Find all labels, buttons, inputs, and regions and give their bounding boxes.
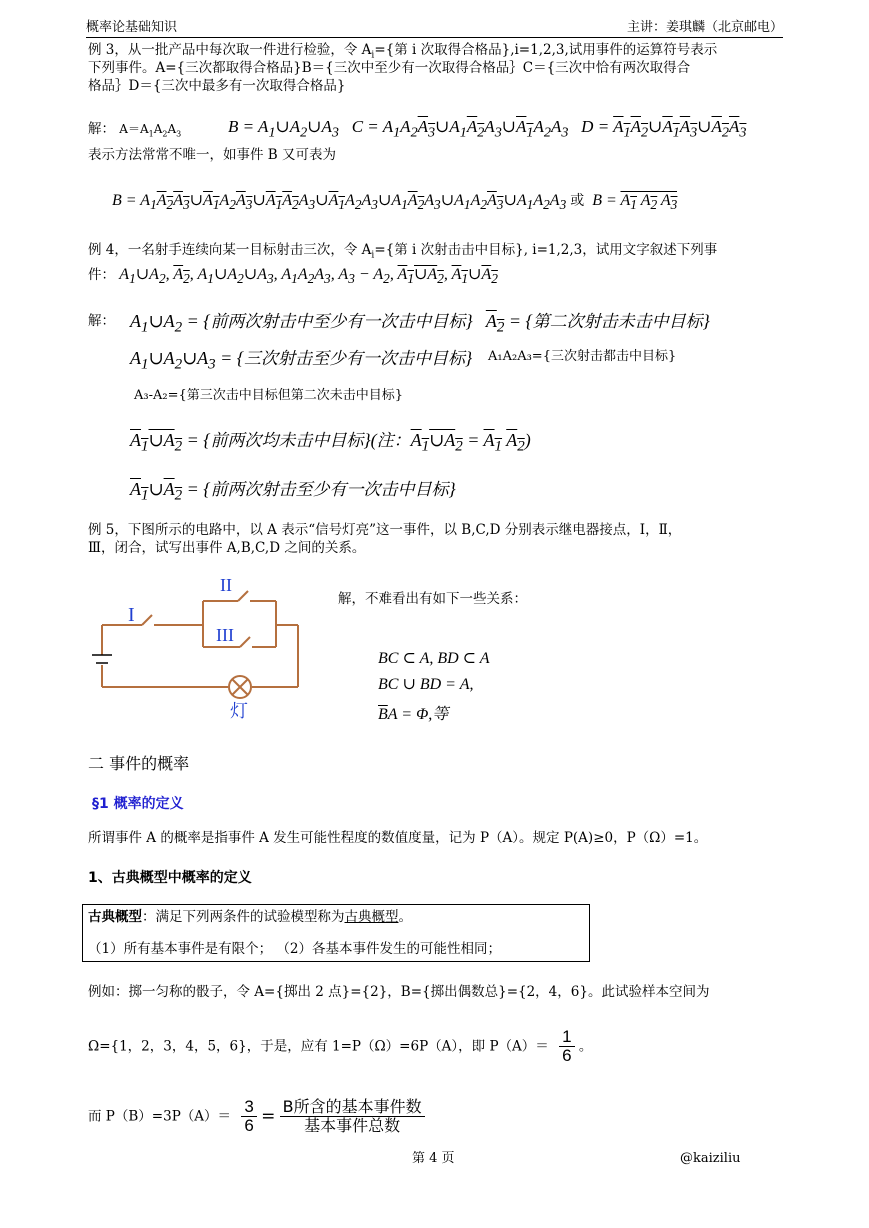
page-header — [86, 19, 783, 38]
ex4-result-3: $A_1\cup A_2\cup A_3$ = {三次射击至少有一次击中目标} — [130, 348, 473, 373]
ex3-line1: 例 3，从一批产品中每次取一件进行检验，令 $A_i=${第 i 次取得合格品},i=1,2,3,试用事件的运算符号表示 — [88, 42, 718, 61]
frac-3-6-den: 6 — [244, 1116, 254, 1135]
ex4-line2: 件： $A_1\cup A_2$, $A_2$, $A_1\cup A_2\cup A_3$, $A_1A_2A_3$, $A_3 - A_2$, $A_1\cup A_2$, $A_1\cup A_2$ — [88, 266, 498, 287]
subsection-title-1: §1 概率的定义 — [92, 796, 184, 812]
switch-III-label: III — [216, 625, 234, 645]
box-line-1: 古典概型：满足下列两条件的试验模型称为古典概型。 — [88, 909, 412, 925]
omega-line: Ω={1，2，3，4，5，6}，于是，应有 1=P（Ω）=6P（A），即 P（A）＝ $\frac{1}{6}$ 。 — [88, 1027, 593, 1065]
ex3-line2: 下列事件。A={三次都取得合格品}B＝{三次中至少有一次取得合格品｝C＝{三次中恰有两次取得合 — [88, 60, 691, 76]
ex5-solution: 解，不难看出有如下一些关系： — [338, 591, 527, 607]
ex4-sol-label: 解： — [88, 313, 115, 329]
ex4-result-5: A₃-A₂={第三次击中目标但第二次未击中目标} — [134, 388, 404, 403]
ex4-result-1: $A_1\cup A_2$ = {前两次射击中至少有一次击中目标} $A_2$ = {第二次射击未击中目标} — [130, 311, 710, 336]
ex5-relation-1: BC ⊂ A, BD ⊂ A — [378, 650, 490, 667]
ex3-note: 表示方法常常不唯一，如事件 B 又可表为 — [88, 147, 337, 163]
switch-I-label: I — [128, 604, 135, 626]
ex3-formula-B-alt: $B = A_1A_2A_3\cup A_1A_2A_3\cup A_1A_2A_3\cup A_1A_2A_3\cup A_1A_2A_3\cup A_1A_2A_3\cup A_1A_2A_3$ 或 $B = A_1$ $A_2$ $A_3$ — [112, 192, 678, 213]
subsection-title-2: 1、古典概型中概率的定义 — [88, 870, 252, 886]
dice-example: 例如：掷一匀称的骰子，令 A={掷出 2 点}={2}，B={掷出偶数总}={2，4，6}。此试验样本空间为 — [88, 984, 710, 1000]
ex5-line2: Ⅲ，闭合，试写出事件 A,B,C,D 之间的关系。 — [88, 540, 366, 556]
lamp-label: 灯 — [230, 701, 248, 720]
ex5-line1: 例 5，下图所示的电路中，以 A 表示“信号灯亮”这一事件，以 B,C,D 分别表示继电器接点，Ⅰ，Ⅱ， — [88, 522, 682, 538]
ex3-formula-B-C-D: $B = A_1\cup A_2\cup A_3$ $C = A_1A_2A_3\cup A_1A_2A_3\cup A_1A_2A_3$ $D = A_1A_2\cup A_1A_3\cup A_2A_3$ — [228, 117, 747, 141]
ex3-solution: 解： $A=A_1A_2A_3$ — [88, 121, 182, 139]
classical-definition-box — [82, 904, 590, 962]
frac-1-6-num: 1 — [559, 1028, 574, 1047]
circuit-diagram — [88, 575, 313, 720]
ex5-relation-3: $\overline{B}A = \Phi$,等 — [378, 706, 449, 723]
switch-II-label: II — [220, 575, 232, 595]
ex4-result-6: $A_1\cup A_2$ = {前两次均未击中目标}(注：$A_1\cup A_2 = A_1$ $A_2$) — [130, 430, 531, 455]
ex4-line1: 例 4，一名射手连续向某一目标射击三次，令 $A_i=${第 i 次射击击中目标}, i=1,2,3，试用文字叙述下列事 — [88, 242, 718, 261]
frac-1-6-den: 6 — [562, 1046, 572, 1065]
box-line-2: （1）所有基本事件是有限个； （2）各基本事件发生的可能性相同； — [88, 941, 501, 957]
header-left: 概率论基础知识 — [86, 20, 178, 35]
footer-author: @kaiziliu — [680, 1151, 741, 1166]
pb-numerator: B所含的基本事件数 — [280, 1098, 425, 1117]
ex4-result-7: $A_1\cup A_2$ = {前两次射击至少有一次击中目标} — [130, 479, 456, 504]
ex3-line3: 格品｝D＝{三次中最多有一次取得合格品} — [88, 78, 346, 94]
header-right: 主讲：姜琪麟（北京邮电） — [626, 20, 783, 35]
pb-line: 而 P（B）=3P（A）＝ $\frac{3}{6}$ = $\frac{\text{B所含的基本事件数}}{\text{基本事件总数}}$ — [88, 1098, 425, 1135]
pb-denominator: 基本事件总数 — [304, 1116, 401, 1135]
probability-definition: 所谓事件 A 的概率是指事件 A 发生可能性程度的数值度量，记为 P（A）。规定 P(A)≥0，P（Ω）=1。 — [88, 830, 708, 846]
section-title: 二 事件的概率 — [88, 754, 190, 773]
page-number: 第 4 页 — [412, 1151, 455, 1166]
frac-3-6-num: 3 — [241, 1098, 256, 1117]
ex5-relation-2: BC ∪ BD = A, — [378, 676, 474, 693]
ex4-result-4: A₁A₂A₃={三次射击都击中目标} — [488, 349, 677, 364]
